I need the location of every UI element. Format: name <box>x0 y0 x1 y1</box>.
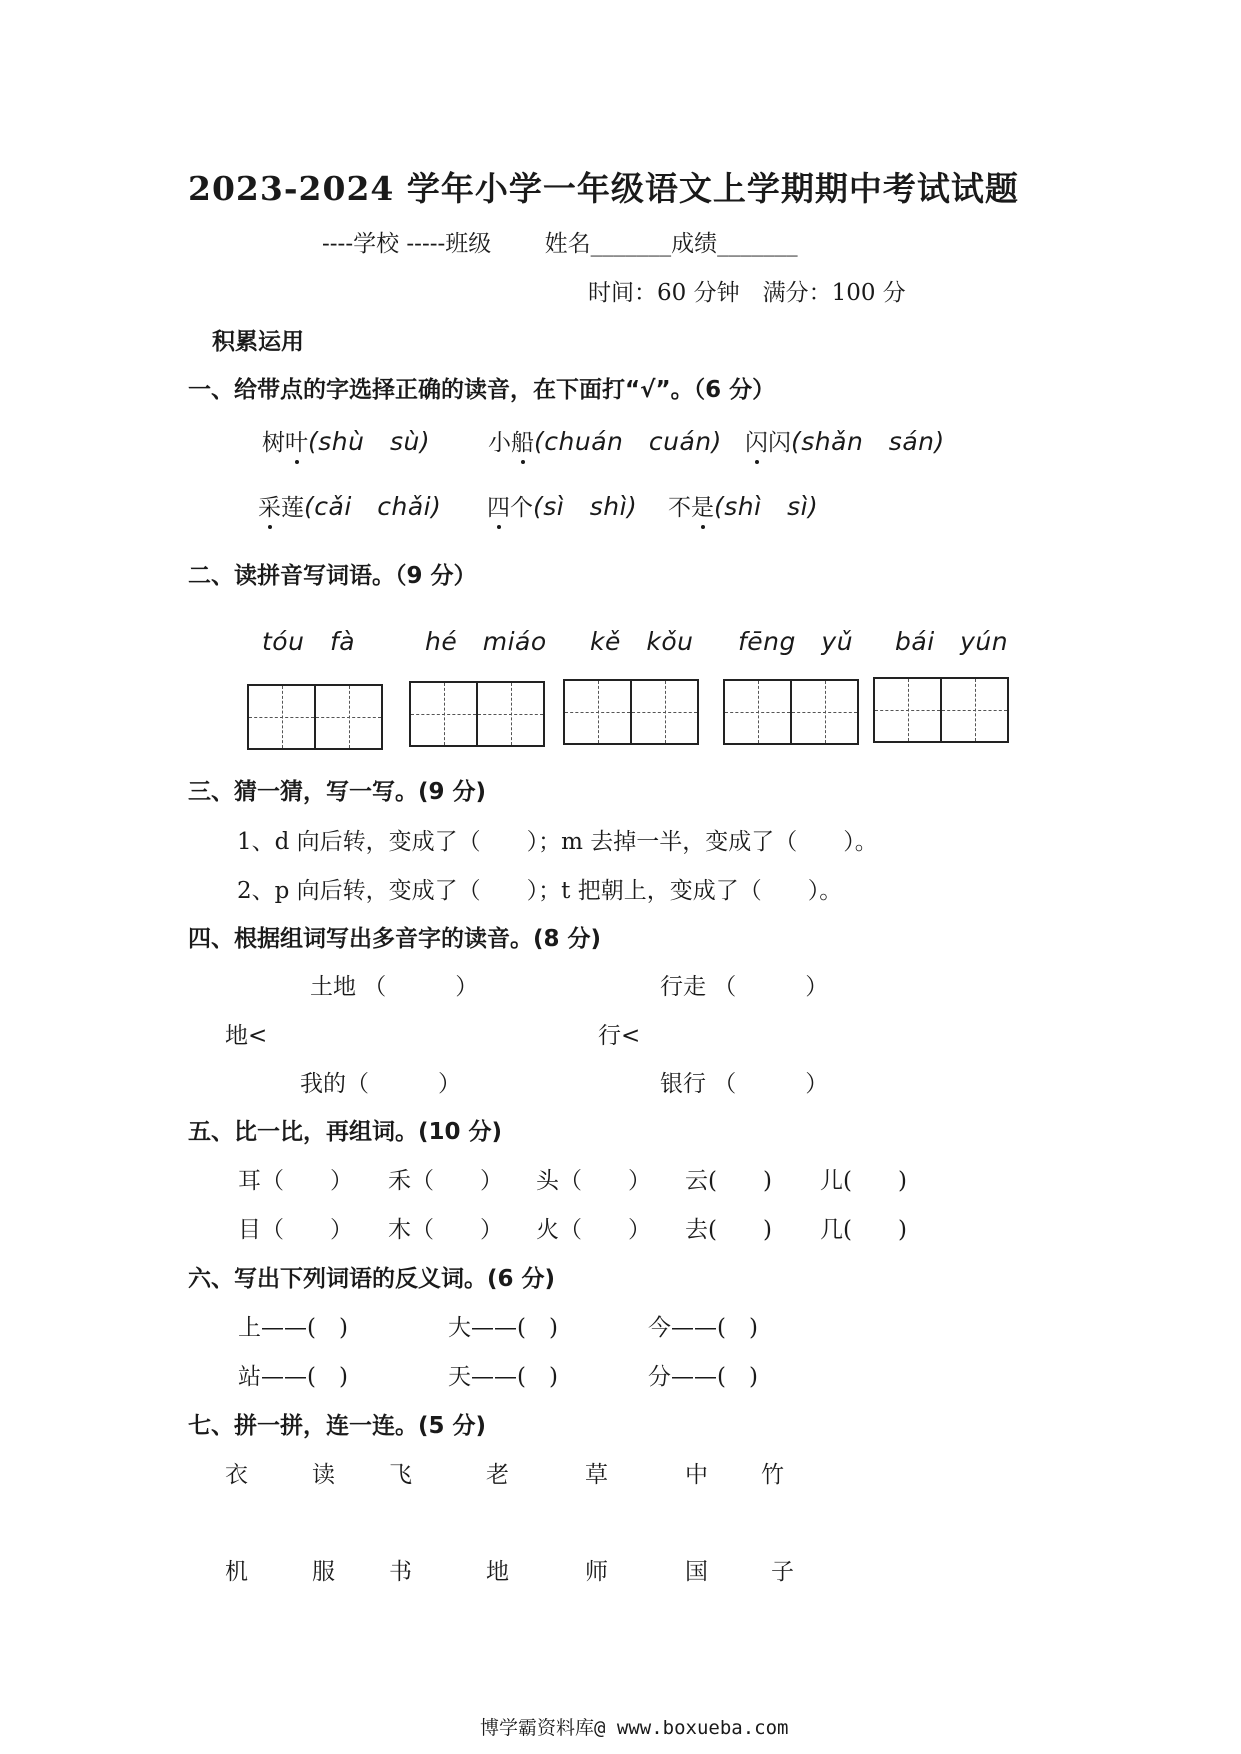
q4-polyphone: 地< <box>225 1023 268 1049</box>
q7-top-char[interactable]: 衣 <box>225 1462 248 1488</box>
writing-cell[interactable] <box>725 681 792 743</box>
q7-bottom-char[interactable]: 服 <box>312 1559 335 1585</box>
q4-word: 行走 （ ） <box>660 974 829 1000</box>
q2-heading: 二、读拼音写词语。（9 分） <box>188 563 477 589</box>
q7-bottom-char[interactable]: 机 <box>225 1559 248 1585</box>
q7-bottom-char[interactable]: 国 <box>685 1559 708 1585</box>
q7-bottom-char[interactable]: 子 <box>771 1559 794 1585</box>
q5-heading: 五、比一比，再组词。(10 分) <box>188 1119 503 1145</box>
writing-cell[interactable] <box>632 681 697 743</box>
writing-grid[interactable] <box>563 679 699 745</box>
writing-grid[interactable] <box>723 679 859 745</box>
dotted-char: 采 <box>258 489 281 522</box>
pinyin-options: (shǎn sán) <box>791 427 945 456</box>
q6-item: 今——( ) <box>648 1315 758 1341</box>
pinyin-options: (cǎi chǎi) <box>304 492 442 521</box>
pinyin-options: (chuán cuán) <box>534 427 722 456</box>
q3-line: 1、d 向后转，变成了（ ）；m 去掉一半，变成了（ ）。 <box>237 829 878 855</box>
q4-polyphone: 行< <box>598 1023 641 1049</box>
q1-char: 闪 <box>768 430 791 456</box>
dotted-char: 闪 <box>745 424 768 457</box>
footer-watermark: 博学霸资料库@ www.boxueba.com <box>480 1717 789 1739</box>
q1-item <box>262 422 430 458</box>
pinyin-word: fēng yǔ <box>738 627 854 656</box>
q3-line: 2、p 向后转，变成了（ ）；t 把朝上，变成了（ ）。 <box>237 878 843 904</box>
q1-char: 树 <box>262 430 285 456</box>
q1-char: 个 <box>510 495 533 521</box>
q7-bottom-char[interactable]: 书 <box>389 1559 412 1585</box>
q7-bottom-char[interactable]: 师 <box>585 1559 608 1585</box>
pinyin-options: (sì shì) <box>533 492 638 521</box>
q1-heading: 一、给带点的字选择正确的读音，在下面打“√”。（6 分） <box>188 377 776 403</box>
q7-heading: 七、拼一拼，连一连。(5 分) <box>188 1413 487 1439</box>
writing-grid[interactable] <box>873 677 1009 743</box>
q6-item: 站——( ) <box>238 1364 348 1390</box>
pinyin-options: (shù sù) <box>308 427 431 456</box>
writing-cell[interactable] <box>875 679 942 741</box>
pinyin-word: bái yún <box>895 627 1009 656</box>
writing-cell[interactable] <box>249 686 316 748</box>
q4-heading: 四、根据组词写出多音字的读音。(8 分) <box>188 926 602 952</box>
writing-cell[interactable] <box>411 683 478 745</box>
q5-item: 火（ ） <box>536 1217 651 1243</box>
q5-item: 去( ) <box>685 1217 772 1243</box>
q7-top-char[interactable]: 老 <box>486 1462 509 1488</box>
q4-word: 我的（ ） <box>300 1071 461 1097</box>
q5-item: 云( ) <box>685 1168 772 1194</box>
q3-heading: 三、猜一猜，写一写。(9 分) <box>188 779 487 805</box>
q6-item: 天——( ) <box>448 1364 558 1390</box>
dotted-char: 四 <box>487 489 510 522</box>
q6-item: 上——( ) <box>238 1315 348 1341</box>
q6-heading: 六、写出下列词语的反义词。(6 分) <box>188 1266 556 1292</box>
time-score-line: 时间：60 分钟 满分：100 分 <box>588 280 906 306</box>
q1-item <box>487 487 637 523</box>
pinyin-word: hé miáo <box>425 627 547 656</box>
q7-bottom-char[interactable]: 地 <box>486 1559 509 1585</box>
q1-char: 不 <box>668 495 691 521</box>
q7-top-char[interactable]: 中 <box>685 1462 708 1488</box>
q7-top-char[interactable]: 草 <box>585 1462 608 1488</box>
q5-item: 几( ) <box>820 1217 907 1243</box>
q5-item: 目（ ） <box>238 1217 353 1243</box>
q5-item: 禾（ ） <box>388 1168 503 1194</box>
q1-item <box>668 487 818 523</box>
writing-cell[interactable] <box>792 681 857 743</box>
q4-word: 土地 （ ） <box>310 974 479 1000</box>
q1-char: 莲 <box>281 495 304 521</box>
pinyin-word: kě kǒu <box>590 627 694 656</box>
dotted-char: 是 <box>691 489 714 522</box>
exam-title: 2023-2024 学年小学一年级语文上学期期中考试试题 <box>188 169 1019 208</box>
q5-item: 儿( ) <box>820 1168 907 1194</box>
q5-item: 木（ ） <box>388 1217 503 1243</box>
q1-item <box>745 422 945 458</box>
q1-item <box>258 487 441 523</box>
q5-item: 头（ ） <box>536 1168 651 1194</box>
q6-item: 大——( ) <box>448 1315 558 1341</box>
pinyin-options: (shì sì) <box>714 492 819 521</box>
q7-top-char[interactable]: 飞 <box>389 1462 412 1488</box>
dotted-char: 叶 <box>285 424 308 457</box>
q1-item <box>488 422 722 458</box>
pinyin-word: tóu fà <box>262 627 356 656</box>
writing-cell[interactable] <box>316 686 381 748</box>
part-label: 积累运用 <box>212 329 304 355</box>
student-info-line: ----学校 -----班级 姓名_______成绩_______ <box>322 231 798 257</box>
writing-cell[interactable] <box>478 683 543 745</box>
writing-grid[interactable] <box>409 681 545 747</box>
q7-top-char[interactable]: 读 <box>312 1462 335 1488</box>
q5-item: 耳（ ） <box>238 1168 353 1194</box>
dotted-char: 船 <box>511 424 534 457</box>
q4-word: 银行 （ ） <box>660 1071 829 1097</box>
q7-top-char[interactable]: 竹 <box>761 1462 784 1488</box>
writing-grid[interactable] <box>247 684 383 750</box>
writing-cell[interactable] <box>942 679 1007 741</box>
q1-char: 小 <box>488 430 511 456</box>
writing-cell[interactable] <box>565 681 632 743</box>
q6-item: 分——( ) <box>648 1364 758 1390</box>
